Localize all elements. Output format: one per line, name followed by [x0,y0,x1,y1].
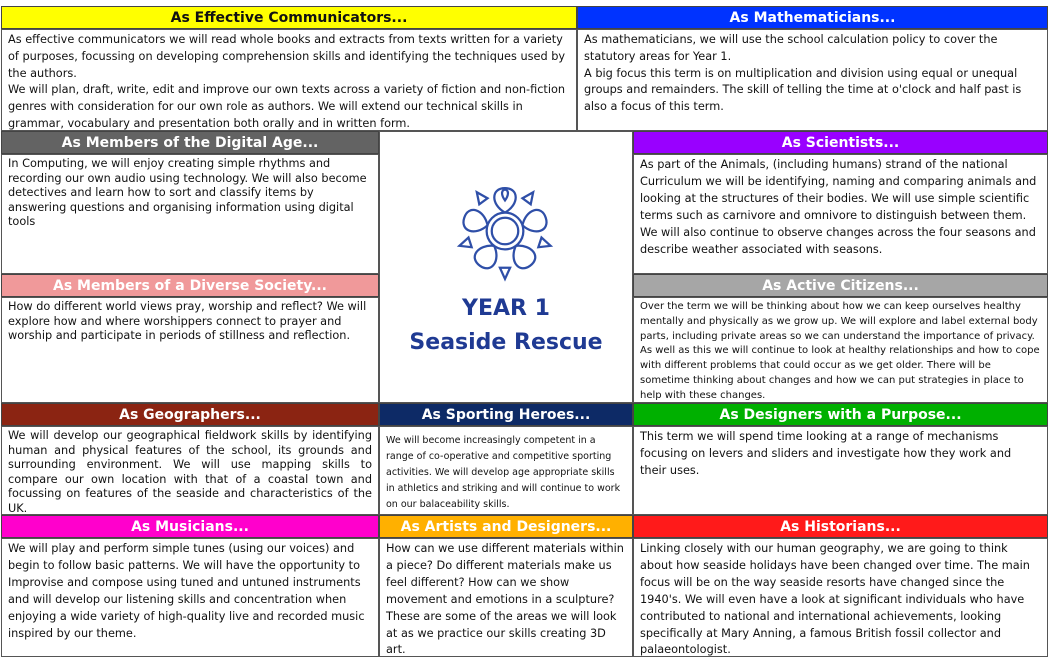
geographers-para-1: We will develop our geographical fieldwork skills by identifying human and physical features of the school, its grounds and surrounding environment. We will use mapping skills to compare our own location with that of a coastal town and focussing on features of the seaside and characteristics of the UK. [8,429,372,515]
diverse-title: As Members of a Diverse Society... [52,278,328,294]
mathematicians-body [577,29,1048,131]
diverse-header [1,274,379,297]
scientists-para-1: As part of the Animals, (including humans) strand of the national Curriculum we will be identifying, naming and comparing animals and looking at the structures of their bodies. We will use simple scientific terms such as carnivore and omnivore to distinguish between them. [640,158,1037,222]
historians-title: As Historians... [780,519,901,535]
communicators-para-1: As effective communicators we will read whole books and extracts from texts written for a variety of purposes, focussing on developing comprehension skills and identifying the techniques used by the authors. [8,33,566,80]
artists-title: As Artists and Designers... [400,519,612,535]
digital-title: As Members of the Digital Age... [61,135,319,151]
historians-body [633,538,1048,657]
sporting-header [379,403,633,426]
designers-header [633,403,1048,426]
communicators-header [1,6,577,29]
musicians-body [1,538,379,657]
artists-body [379,538,633,657]
mathematicians-header [577,6,1048,29]
designers-para-1: This term we will spend time looking at a range of mechanisms focusing on levers and sliders and investigate how they work and their uses. [640,430,1012,477]
mathematicians-para-1: As mathematicians, we will use the school calculation policy to cover the statutory areas for Year 1. [584,33,998,63]
topic-title: Seaside Rescue [409,330,603,355]
musicians-para-1: We will play and perform simple tunes (using our voices) and begin to follow basic patterns. We will have the opportunity to Improvise and compose using tuned and untuned instruments and will develop our listening skills and concentration when enjoying a wide variety of high-quality live and recorded music inspired by our theme. [8,542,365,640]
tudor-rose-icon [454,180,556,282]
mathematicians-title: As Mathematicians... [729,10,896,26]
geographers-title: As Geographers... [119,407,261,423]
sporting-para-1: We will become increasingly competent in a range of co-operative and competitive sporting activities. We will develop age appropriate skills in athletics and striking and will continue to work on our balaceability skills. [386,435,621,510]
historians-para-1: Linking closely with our human geography, we are going to think about how seaside holidays have been changed over time. The main focus will be on the way seaside resorts have changed since the 1940's. We will even have a look at significant individuals who have contributed to national and international achievements, looking specifically at Mary Anning, a famous British fossil collector and palaeontologist. [640,542,1030,657]
digital-header [1,131,379,154]
diverse-body [1,297,379,403]
artists-header [379,515,633,538]
geographers-body [1,426,379,515]
citizens-body [633,297,1048,403]
citizens-para-1: Over the term we will be thinking about how we can keep ourselves healthy mentally and physically as we grow up. We will explore and label external body parts, including private areas so we can understand the importance of privacy. As well as this we will continue to look at healthy relationships and how to cope with different problems that could occur as we get older. There will be sometime thinking about changes and how we can put strategies in place to help with these changes. [640,301,1040,401]
diverse-para-1: How do different world views pray, worship and reflect? We will explore how and where worshippers connect to prayer and worship and participate in periods of stillness and reflection. [8,300,367,342]
citizens-header [633,274,1048,297]
sporting-body [379,426,633,515]
musicians-header [1,515,379,538]
sporting-title: As Sporting Heroes... [421,407,591,423]
designers-body [633,426,1048,515]
citizens-title: As Active Citizens... [762,278,919,294]
scientists-header [633,131,1048,154]
historians-header [633,515,1048,538]
mathematicians-para-2: A big focus this term is on multiplication and division using equal or unequal groups and remainders. The skill of telling the time at o'clock and half past is also a focus of this term. [584,66,1022,114]
communicators-para-2: We will plan, draft, write, edit and improve our own texts across a variety of fiction and non-fiction genres with consideration for our own role as authors. We will extend our technical skills in grammar, vocabulary and presentation both orally and in written form. [8,83,566,130]
geographers-header [1,403,379,426]
scientists-para-2: We will also continue to observe changes across the four seasons and describe weather associated with seasons. [640,225,1036,256]
communicators-body [1,29,577,131]
designers-title: As Designers with a Purpose... [719,407,962,423]
digital-para-1: In Computing, we will enjoy creating simple rhythms and recording our own audio using technology. We will also become detectives and learn how to sort and classify items by answering questions and organising information using digital tools [8,157,367,228]
digital-body [1,154,379,274]
communicators-title: As Effective Communicators... [170,10,408,26]
scientists-body [633,154,1048,274]
musicians-title: As Musicians... [131,519,249,535]
center-panel [379,131,633,403]
year-title: YEAR 1 [462,296,550,321]
scientists-title: As Scientists... [781,135,900,151]
artists-para-1: How can we use different materials within a piece? Do different materials make us feel different? How can we show movement and emotions in a sculpture? These are some of the areas we will look at as we practice our skills creating 3D art. [386,542,624,657]
